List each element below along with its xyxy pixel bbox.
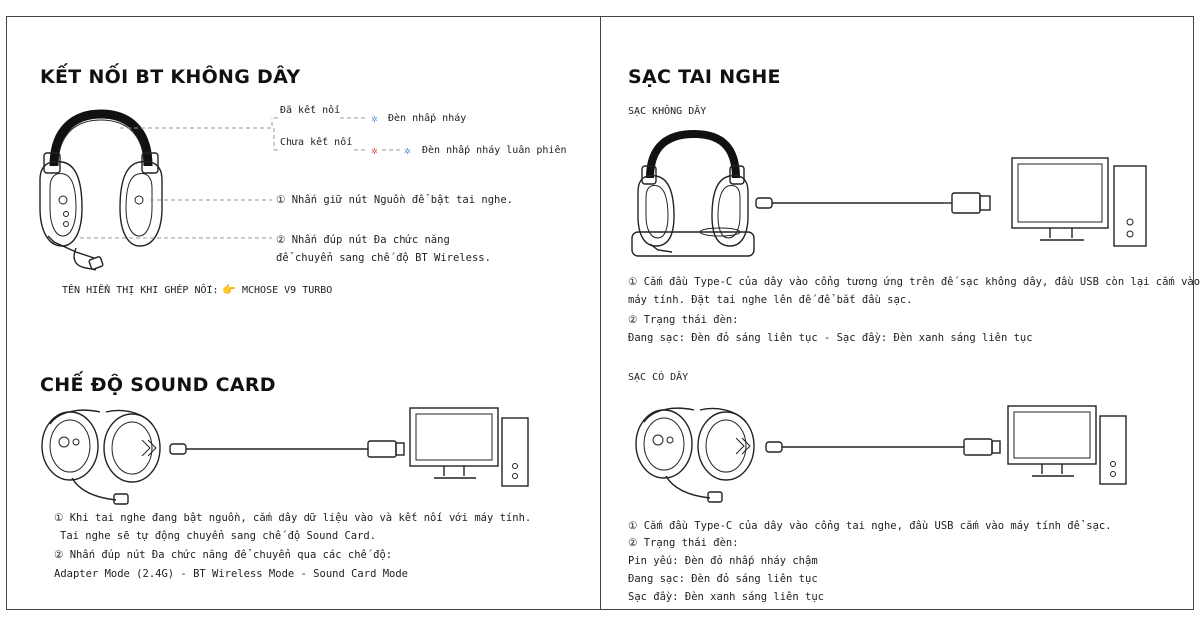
connected-light-text: Đèn nhấp nháy <box>388 113 467 124</box>
wired-full: Sạc đầy: Đèn xanh sáng liên tục <box>628 591 824 603</box>
disconnected-light-text: Đèn nhấp nháy luân phiên <box>422 145 567 156</box>
sc-step1-line2: Tai nghe sẽ tự động chuyển sang chế độ Sound Card. <box>60 530 377 542</box>
sc-step2-line2: Adapter Mode (2.4G) - BT Wireless Mode - Sound Card Mode <box>54 568 409 580</box>
charge-section-title: SẠC TAI NGHE <box>628 66 781 88</box>
wireless-charging-cable <box>748 188 998 218</box>
computer-icon-2 <box>1010 156 1150 250</box>
bt-section-title: KẾT NỐI BT KHÔNG DÂY <box>40 66 301 88</box>
wireless-step2-line1: ② Trạng thái đèn: <box>628 314 739 326</box>
disconnected-label: Chưa kết nối <box>280 137 353 148</box>
bt-step2-line1: ② Nhấn đúp nút Đa chức năng <box>276 234 450 246</box>
wired-low-battery: Pin yếu: Đèn đỏ nhấp nháy chậm <box>628 555 818 567</box>
bt-step2-line2: để chuyển sang chế độ BT Wireless. <box>276 252 491 264</box>
headset-on-dock-illustration <box>628 128 758 262</box>
sc-step2-line1: ② Nhấn đúp nút Đa chức năng để chuyển qua các chế độ: <box>54 549 393 561</box>
wireless-step2-line2: Đang sạc: Đèn đỏ sáng liên tục - Sạc đầy: Đèn xanh sáng liên tục <box>628 332 1033 344</box>
computer-icon <box>408 406 532 490</box>
headset-side-illustration <box>36 404 166 514</box>
display-name-label: TÊN HIỂN THỊ KHI GHÉP NỐI: <box>62 285 219 296</box>
bt-step1: ① Nhấn giữ nút Nguồn để bật tai nghe. <box>276 194 513 206</box>
wired-step2: ② Trạng thái đèn: <box>628 537 739 549</box>
computer-icon-3 <box>1006 404 1130 488</box>
connected-label: Đã kết nối <box>280 105 341 116</box>
wireless-charging-subtitle: SẠC KHÔNG DÂY <box>628 106 707 117</box>
pointer-icon: 👉 <box>222 283 236 296</box>
wired-charging-cable <box>756 434 1006 460</box>
blue-light-icon-2: ✲ <box>404 144 411 157</box>
sc-step1-line1: ① Khi tai nghe đang bật nguồn, cắm dây dữ liệu vào và kết nối với máy tính. <box>54 512 532 524</box>
blue-light-icon: ✲ <box>371 112 378 125</box>
wired-charging-subtitle: SẠC CÓ DÂY <box>628 372 689 383</box>
page-divider <box>600 16 601 610</box>
red-light-icon: ✲ <box>371 144 378 157</box>
wireless-step1-line1: ① Cắm đầu Type-C của dây vào cổng tương ứng trên đế sạc không dây, đầu USB còn lại cắm vào <box>628 276 1200 288</box>
wireless-step1-line2: máy tính. Đặt tai nghe lên đế để bắt đầu sạc. <box>628 294 913 306</box>
wired-step1: ① Cắm đầu Type-C của dây vào cổng tai nghe, đầu USB cắm vào máy tính để sạc. <box>628 520 1112 532</box>
display-name: MCHOSE V9 TURBO <box>242 285 333 296</box>
headset-side-illustration-2 <box>630 402 760 512</box>
wired-charging: Đang sạc: Đèn đỏ sáng liên tục <box>628 573 818 585</box>
soundcard-section-title: CHẾ ĐỘ SOUND CARD <box>40 374 276 396</box>
soundcard-cable <box>160 436 410 462</box>
